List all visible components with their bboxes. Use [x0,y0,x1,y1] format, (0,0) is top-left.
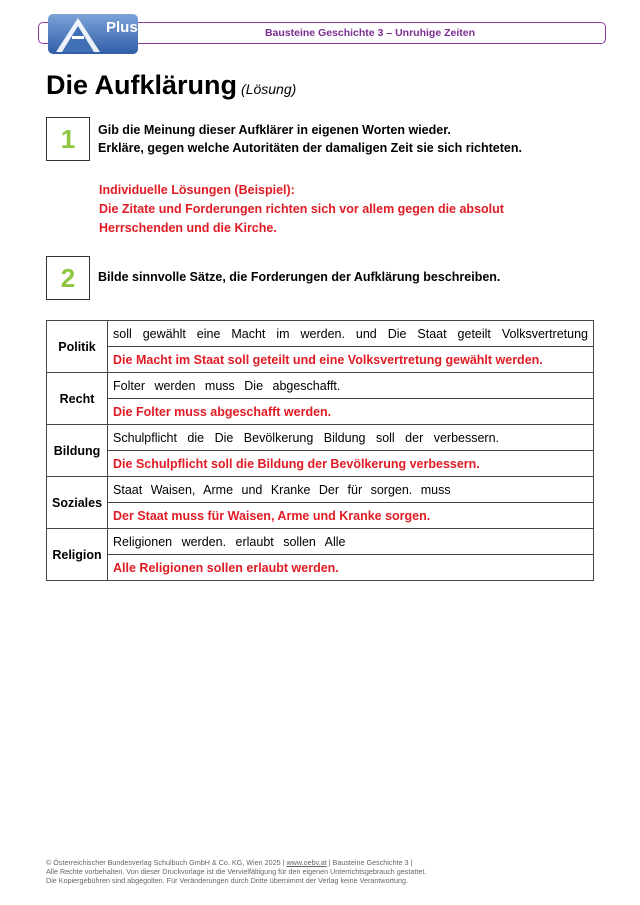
header-title: Bausteine Geschichte 3 – Unruhige Zeiten [264,27,475,39]
task-2-number: 2 [60,262,76,293]
task-2-text: Bilde sinnvolle Sätze, die Forderungen der Aufklärung beschreiben. [98,270,501,284]
category-cell: Bildung [47,425,108,477]
scrambled-words-cell: Staat Waisen, Arme und Kranke Der für sorgen. muss [108,477,594,503]
category-cell: Politik [47,321,108,373]
page-subtitle: (Lösung) [241,81,297,97]
page-title [46,70,296,101]
task-1-instructions [98,121,522,157]
table-row [47,529,594,555]
logo-text: Plus [106,19,138,36]
page-title-text: Die Aufklärung [46,70,238,100]
scrambled-words-cell: Schulpflicht die Die Bevölkerung Bildung soll der verbessern. [108,425,594,451]
category-cell: Soziales [47,477,108,529]
answer-cell: Der Staat muss für Waisen, Arme und Kranke sorgen. [108,503,594,529]
solution-heading: Individuelle Lösungen (Beispiel): [99,183,295,197]
task-2-instructions [98,268,500,286]
category-cell: Religion [47,529,108,581]
task-1-number: 1 [60,123,76,154]
table-row [47,503,594,529]
answer-cell: Die Schulpflicht soll die Bildung der Bevölkerung verbessern. [108,451,594,477]
footer-copyright: © Österreichischer Bundesverlag Schulbuch GmbH & Co. KG, Wien 2025 | [46,858,287,867]
answer-cell: Alle Religionen sollen erlaubt werden. [108,555,594,581]
table-row [47,555,594,581]
task-2-number-box [46,256,90,300]
solution-block [99,181,589,238]
table-row [47,425,594,451]
task-1-number-box [46,117,90,161]
table-row [47,477,594,503]
table-row [47,451,594,477]
footer-line-2: Alle Rechte vorbehalten. Von dieser Druckvorlage ist die Vervielfältigung für den eigenen Unterrichtsgebrauch gestattet. [46,867,427,876]
footer-book-title: | Bausteine Geschichte 3 | [326,858,413,867]
plus-logo [48,14,138,54]
solution-text: Die Zitate und Forderungen richten sich vor allem gegen die absolut Herrschenden und die Kirche. [99,202,504,235]
category-cell: Recht [47,373,108,425]
footer-line-3: Die Kopiergebühren sind abgegolten. Für Veränderungen durch Dritte übernimmt der Verlag keine Verantwortung. [46,876,408,885]
table-row [47,373,594,399]
task-1-line-2: Erkläre, gegen welche Autoritäten der damaligen Zeit sie sich richteten. [98,141,522,155]
sentence-table [46,320,594,581]
publisher-link[interactable]: www.oebv.at [286,858,327,867]
answer-cell: Die Folter muss abgeschafft werden. [108,399,594,425]
scrambled-words-cell: soll gewählt eine Macht im werden. und Die Staat geteilt Volksvertretung [108,321,594,347]
table-row [47,399,594,425]
table-row [47,321,594,347]
footer [46,858,426,885]
footer-line-1 [46,858,426,867]
answer-cell: Die Macht im Staat soll geteilt und eine Volksvertretung gewählt werden. [108,347,594,373]
task-1-line-1: Gib die Meinung dieser Aufklärer in eigenen Worten wieder. [98,123,451,137]
scrambled-words-cell: Folter werden muss Die abgeschafft. [108,373,594,399]
scrambled-words-cell: Religionen werden. erlaubt sollen Alle [108,529,594,555]
table-row [47,347,594,373]
